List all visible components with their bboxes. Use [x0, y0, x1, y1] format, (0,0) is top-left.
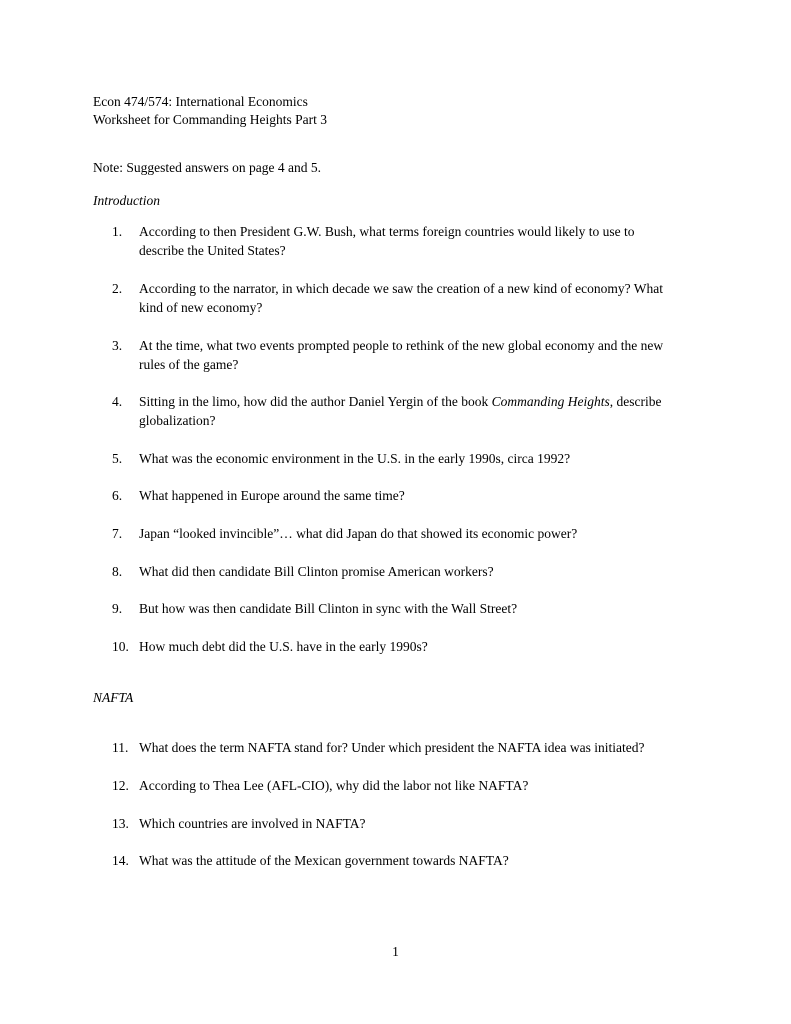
question-number: 14.	[112, 853, 129, 868]
question-number: 1.	[112, 224, 123, 239]
question-number: 2.	[112, 281, 123, 296]
question-number: 9.	[112, 601, 123, 616]
section-heading-nafta: NAFTA	[93, 690, 134, 705]
section-heading-introduction: Introduction	[93, 193, 160, 208]
question-number: 7.	[112, 526, 123, 541]
question-number: 4.	[112, 394, 123, 409]
question-text: How much debt did the U.S. have in the early 1990s?	[139, 639, 428, 654]
question-number: 6.	[112, 488, 123, 503]
question-text: According to the narrator, in which decade we saw the creation of a new kind of economy? What kind of new economy?	[139, 281, 664, 315]
question-number: 13.	[112, 816, 129, 831]
book-title: Commanding Heights	[491, 394, 610, 409]
question-text: What did then candidate Bill Clinton promise American workers?	[139, 564, 494, 579]
question-text: According to then President G.W. Bush, what terms foreign countries would likely to use to describe the United States?	[139, 224, 635, 258]
question-text: What does the term NAFTA stand for? Under which president the NAFTA idea was initiated?	[139, 740, 645, 755]
question-number: 12.	[112, 778, 129, 793]
question-text: According to Thea Lee (AFL-CIO), why did the labor not like NAFTA?	[139, 778, 529, 793]
question-number: 11.	[112, 740, 129, 755]
answers-note: Note: Suggested answers on page 4 and 5.	[93, 160, 321, 175]
question-number: 8.	[112, 564, 123, 579]
question-text: Sitting in the limo, how did the author Daniel Yergin of the book Commanding Heights, describe globalization?	[139, 394, 662, 428]
question-text: At the time, what two events prompted people to rethink of the new global economy and the new rules of the game?	[139, 338, 664, 372]
worksheet-title: Worksheet for Commanding Heights Part 3	[93, 112, 328, 127]
question-text: But how was then candidate Bill Clinton in sync with the Wall Street?	[139, 601, 518, 616]
question-text: Japan “looked invincible”… what did Japan do that showed its economic power?	[139, 526, 578, 541]
question-number: 10.	[112, 639, 129, 654]
question-number: 3.	[112, 338, 123, 353]
page-number: 1	[392, 944, 399, 959]
question-text: What was the attitude of the Mexican government towards NAFTA?	[139, 853, 509, 868]
question-number: 5.	[112, 451, 123, 466]
question-text: What was the economic environment in the U.S. in the early 1990s, circa 1992?	[139, 451, 571, 466]
question-text: Which countries are involved in NAFTA?	[139, 816, 366, 831]
question-text: What happened in Europe around the same time?	[139, 488, 405, 503]
course-title: Econ 474/574: International Economics	[93, 94, 308, 109]
